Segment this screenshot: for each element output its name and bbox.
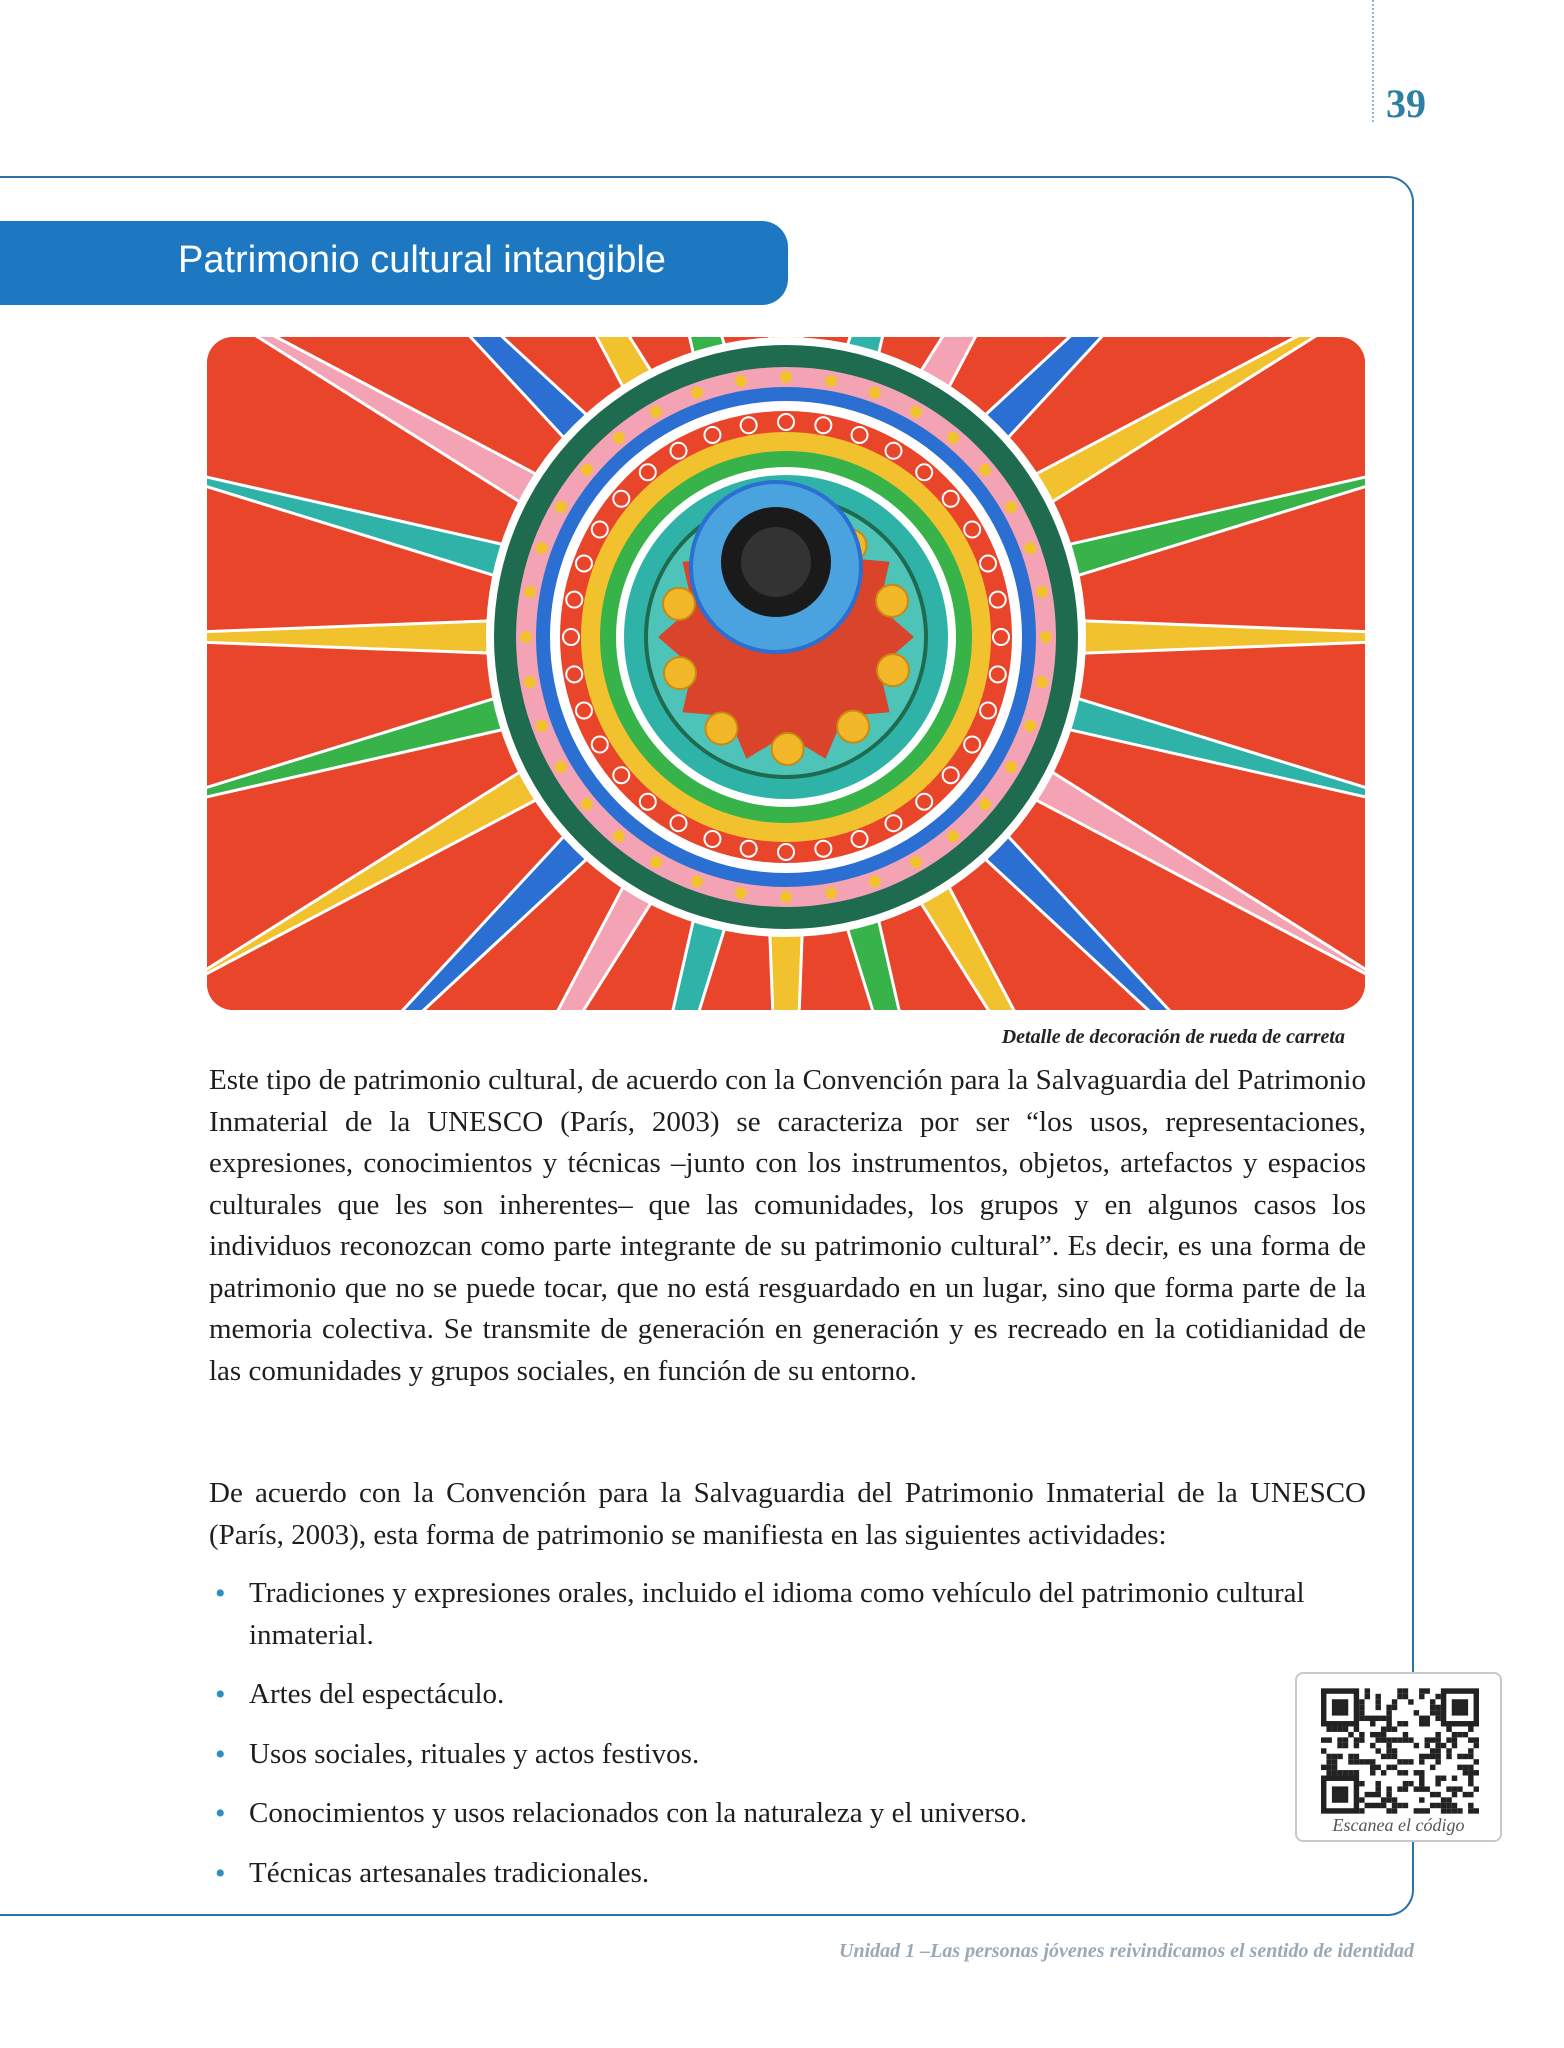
section-title: Patrimonio cultural intangible <box>178 239 666 281</box>
cart-wheel-decoration-image <box>207 337 1365 1010</box>
list-item: • Tradiciones y expresiones orales, incluido el idioma como vehículo del patrimonio cultural inmaterial. <box>209 1573 1369 1656</box>
page-number: 39 <box>1386 81 1426 126</box>
body-paragraph-2: De acuerdo con la Convención para la Salvaguardia del Patrimonio Inmaterial de la UNESCO (París, 2003), esta forma de patrimonio se manifiesta en las siguientes actividades: <box>209 1477 1366 1551</box>
list-item: • Conocimientos y usos relacionados con la naturaleza y el universo. <box>209 1793 1369 1835</box>
qr-code-box[interactable] <box>1295 1672 1502 1842</box>
qr-label: Escanea el código <box>1332 1815 1465 1835</box>
qr-code-icon[interactable] <box>1321 1688 1479 1814</box>
cart-wheel-photo <box>207 337 1365 1010</box>
header-dotted-rule <box>1372 0 1374 122</box>
list-item: • Usos sociales, rituales y actos festivos. <box>209 1734 1369 1776</box>
list-item: • Técnicas artesanales tradicionales. <box>209 1853 1369 1895</box>
figure-caption: Detalle de decoración de rueda de carreta <box>1001 1026 1345 1048</box>
bullet-icon: • <box>215 1737 226 1771</box>
bullet-icon: • <box>215 1797 226 1830</box>
body-paragraph-1: Este tipo de patrimonio cultural, de acuerdo con la Convención para la Salvaguardia del Patrimonio Inmaterial de la UNESCO (París, 2003) se caracteriza por ser “los usos, representaciones, expresiones, conocimientos y técnicas –junto con los instrumentos, objetos, artefactos y espacios culturales que les son inherentes– que las comunidades, los grupos y en algunos casos los individuos reconozcan como parte integrante de su patrimonio cultural”. Es decir, es una forma de patrimonio que no se puede tocar, que no está resguardado en un lugar, sino que forma parte de la memoria colectiva. Se transmite de generación en generación y es recreado en la cotidianidad de las comunidades y grupos sociales, en función de su entorno. <box>209 1064 1366 1387</box>
section-header-tab <box>0 221 788 305</box>
page-footer: Unidad 1 –Las personas jóvenes reivindicamos el sentido de identidad <box>839 1940 1414 1962</box>
bullet-icon: • <box>215 1856 226 1890</box>
bullet-icon: • <box>215 1678 226 1711</box>
bullet-icon: • <box>215 1577 226 1610</box>
activities-list <box>209 1573 1369 1912</box>
list-item: • Artes del espectáculo. <box>209 1674 1369 1716</box>
